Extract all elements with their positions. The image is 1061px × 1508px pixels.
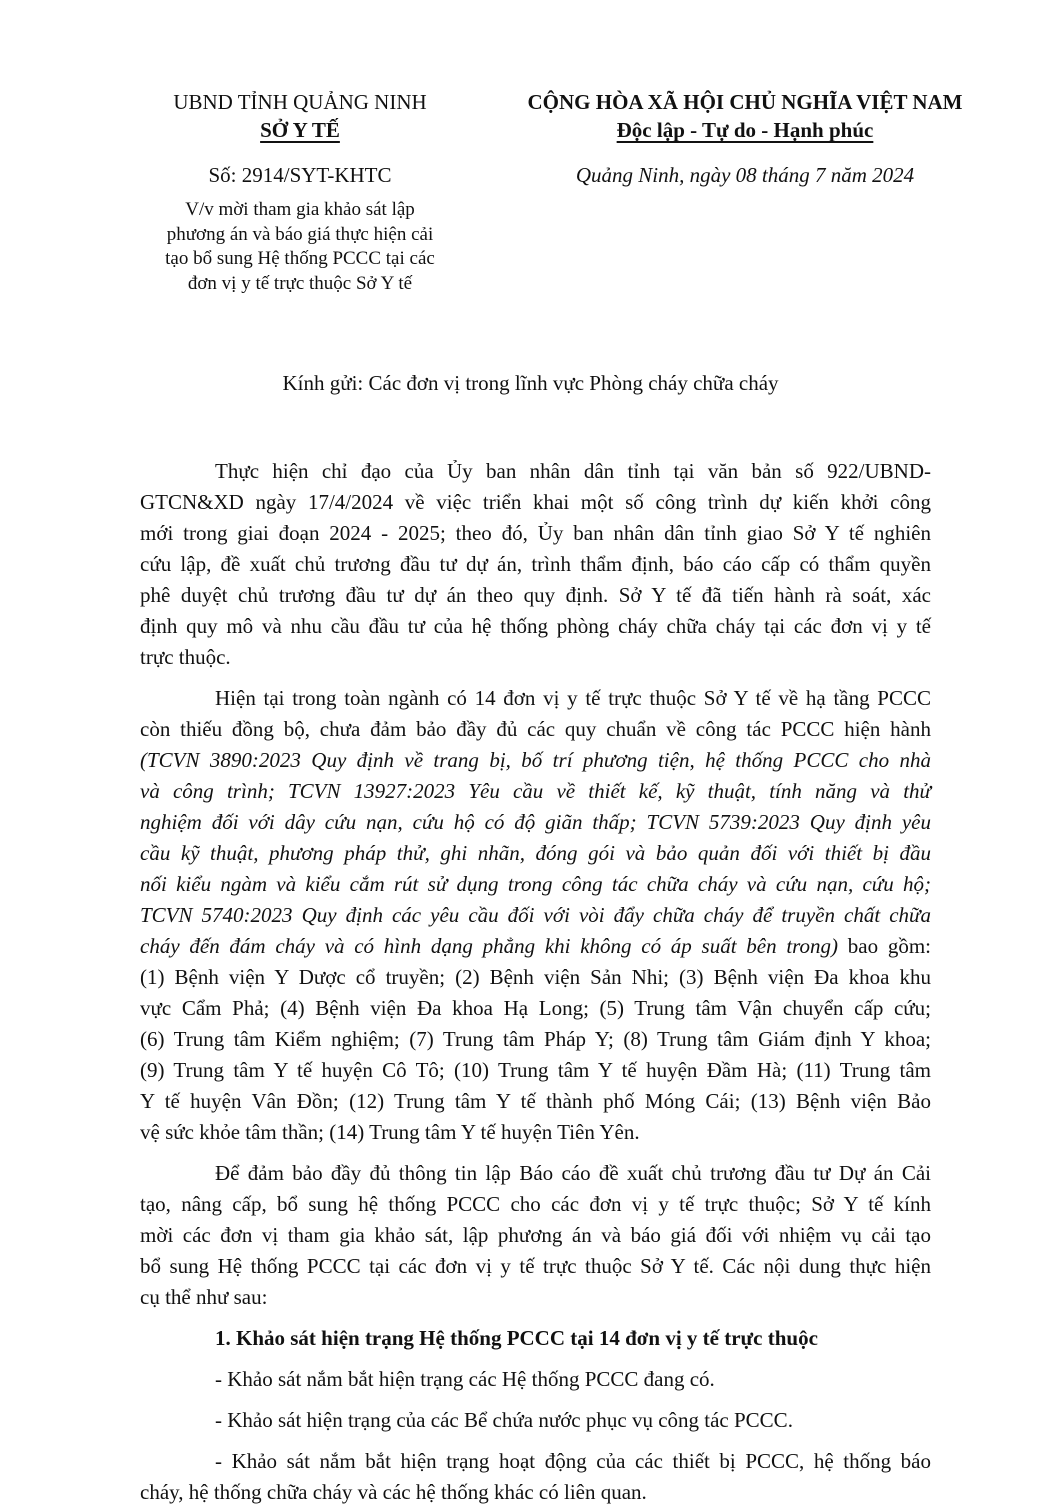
text-line: phê duyệt chủ trương đầu tư dự án theo quy định. Sở Y tế đã tiến hành rà soát, xác <box>140 583 931 607</box>
paragraph-1 <box>140 456 931 673</box>
text-line: tạo, nâng cấp, bổ sung hệ thống PCCC cho các đơn vị y tế trực thuộc; Sở Y tế kính <box>140 1192 931 1216</box>
document-body <box>140 456 931 1508</box>
unit-list-line: vệ sức khỏe tâm thần; (14) Trung tâm Y tế huyện Tiên Yên. <box>140 1120 640 1144</box>
text-line: bổ sung Hệ thống PCCC tại các đơn vị y tế trực thuộc Sở Y tế. Các nội dung thực hiện <box>140 1254 931 1278</box>
unit-list-line: (1) Bệnh viện Y Dược cổ truyền; (2) Bệnh viện Sản Nhi; (3) Bệnh viện Đa khoa khu <box>140 965 931 989</box>
department-name <box>140 116 460 144</box>
text-line: cứu lập, đề xuất chủ trương đầu tư dự án, trình thẩm định, báo cáo cấp có thẩm quyền <box>140 552 931 576</box>
standards-line: nghiệm đối với dây cứu nạn, cứu hộ có độ giãn thấp; TCVN 5739:2023 Quy định yêu <box>140 810 931 834</box>
text-fragment: bao gồm: <box>838 934 931 958</box>
text-line: còn thiếu đồng bộ, chưa đảm bảo đầy đủ các quy chuẩn về công tác PCCC hiện hành <box>140 717 931 741</box>
text-line: mời các đơn vị tham gia khảo sát, lập phương án và báo giá đối với nhiệm vụ cải tạo <box>140 1223 931 1247</box>
unit-list-line: vực Cẩm Phả; (4) Bệnh viện Đa khoa Hạ Long; (5) Trung tâm Vận chuyển cấp cứu; <box>140 996 931 1020</box>
subject-line: đơn vị y tế trực thuộc Sở Y tế <box>187 272 413 294</box>
national-motto-text: Độc lập - Tự do - Hạnh phúc <box>616 118 874 142</box>
subject-line: V/v mời tham gia khảo sát lập <box>185 199 415 220</box>
standards-line-end: cháy đến đám cháy và có hình dạng phẳng khi không có áp suất bên trong) <box>140 934 839 958</box>
national-title <box>495 88 995 144</box>
subject-line: phương án và báo giá thực hiện cải <box>166 223 434 245</box>
document-subject <box>140 198 460 296</box>
bullet-item-continued: cháy, hệ thống chữa cháy và các hệ thống khác có liên quan. <box>140 1480 647 1504</box>
standards-line: nối kiểu ngàm và kiểu cắm rút sử dụng trong công tác chữa cháy và cứu nạn, cứu hộ; <box>140 872 931 896</box>
org-name: UBND TỈNH QUẢNG NINH <box>173 90 427 114</box>
unit-list-line: (9) Trung tâm Y tế huyện Cô Tô; (10) Trung tâm Y tế huyện Đầm Hà; (11) Trung tâm <box>140 1058 931 1082</box>
nation-name: CỘNG HÒA XÃ HỘI CHỦ NGHĨA VIỆT NAM <box>527 90 963 114</box>
department-name-text: SỞ Y TẾ <box>260 118 340 142</box>
bullet-item: - Khảo sát nắm bắt hiện trạng hoạt động của các thiết bị PCCC, hệ thống báo <box>215 1449 931 1473</box>
standards-line: (TCVN 3890:2023 Quy định về trang bị, bố trí phương tiện, hệ thống PCCC cho nhà <box>140 748 931 772</box>
unit-list-line: (6) Trung tâm Kiểm nghiệm; (7) Trung tâm Pháp Y; (8) Trung tâm Giám định Y khoa; <box>140 1027 931 1051</box>
unit-list-line: Y tế huyện Vân Đồn; (12) Trung tâm Y tế thành phố Móng Cái; (13) Bệnh viện Bảo <box>140 1089 931 1113</box>
standards-line: cầu kỹ thuật, phương pháp thử, ghi nhãn, đóng gói và bảo quản đối với thiết bị đầu <box>140 841 931 865</box>
national-motto <box>495 116 995 144</box>
text-line <box>140 931 931 962</box>
bullet-item: - Khảo sát nắm bắt hiện trạng các Hệ thống PCCC đang có. <box>215 1367 715 1391</box>
document-number: Số: 2914/SYT-KHTC <box>208 163 392 187</box>
text-line: Thực hiện chỉ đạo của Ủy ban nhân dân tỉnh tại văn bản số 922/UBND- <box>215 459 931 483</box>
paragraph-2 <box>140 683 931 1148</box>
recipient-line: Kính gửi: Các đơn vị trong lĩnh vực Phòng cháy chữa cháy <box>282 371 779 395</box>
text-line: mới trong giai đoạn 2024 - 2025; theo đó, Ủy ban nhân dân tỉnh giao Sở Y tế nghiên <box>140 521 931 545</box>
paragraph-3 <box>140 1158 931 1313</box>
section-heading: 1. Khảo sát hiện trạng Hệ thống PCCC tại 14 đơn vị y tế trực thuộc <box>215 1326 818 1350</box>
bullet-item: - Khảo sát hiện trạng của các Bể chứa nước phục vụ công tác PCCC. <box>215 1408 793 1432</box>
standards-line: và công trình; TCVN 13927:2023 Yêu cầu về thiết kế, kỹ thuật, tính năng và thử <box>140 779 931 803</box>
standards-line: TCVN 5740:2023 Quy định các yêu cầu đối với vòi đẩy chữa cháy để truyền chất chữa <box>140 903 931 927</box>
issuing-authority <box>140 88 460 144</box>
subject-line: tạo bổ sung Hệ thống PCCC tại các <box>165 248 435 269</box>
text-line: định quy mô và nhu cầu đầu tư của hệ thống phòng cháy chữa cháy tại các đơn vị y tế <box>140 614 931 638</box>
text-line: trực thuộc. <box>140 645 231 669</box>
text-line: cụ thể như sau: <box>140 1285 268 1309</box>
text-line: Hiện tại trong toàn ngành có 14 đơn vị y tế trực thuộc Sở Y tế về hạ tầng PCCC <box>215 686 931 710</box>
text-line: GTCN&XD ngày 17/4/2024 về việc triển khai một số công trình dự kiến khởi công <box>140 490 931 514</box>
document-date: Quảng Ninh, ngày 08 tháng 7 năm 2024 <box>575 163 915 187</box>
text-line: Để đảm bảo đầy đủ thông tin lập Báo cáo đề xuất chủ trương đầu tư Dự án Cải <box>215 1161 931 1185</box>
